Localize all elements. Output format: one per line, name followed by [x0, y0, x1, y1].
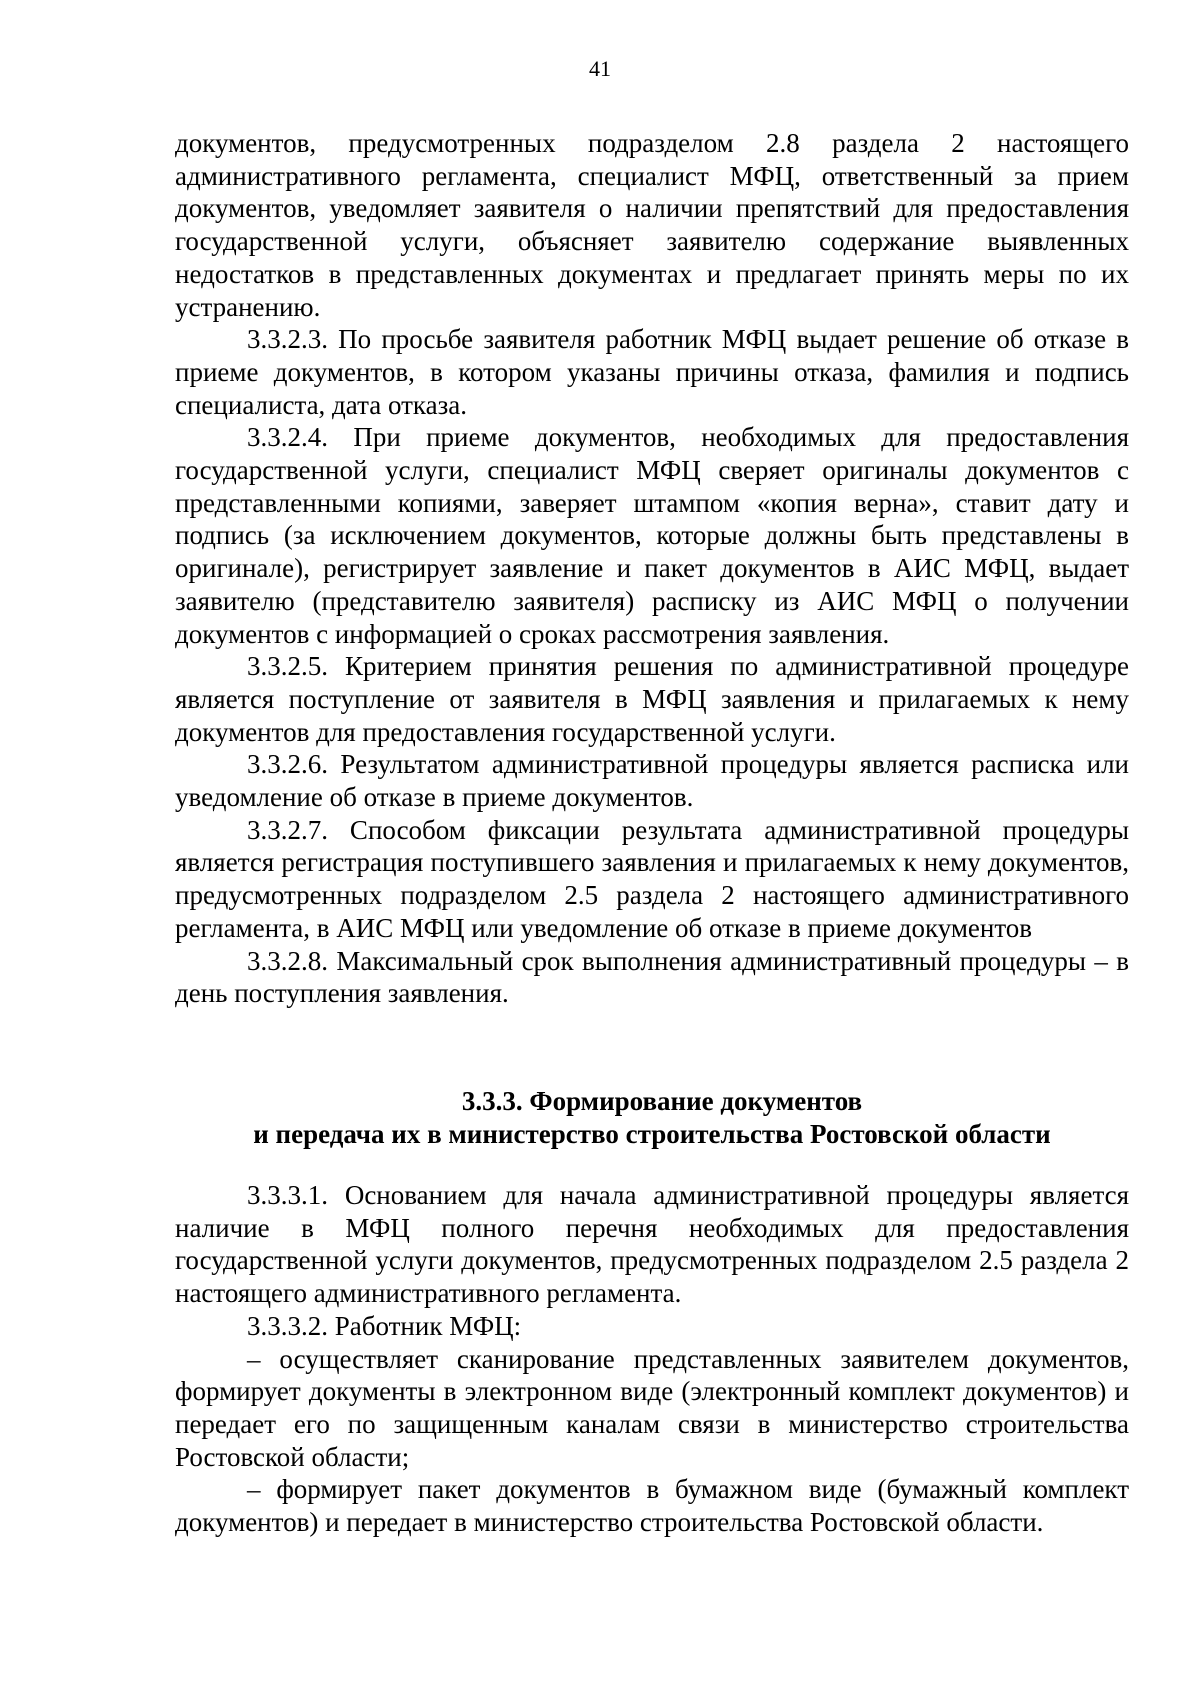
page-number: 41 [589, 56, 611, 81]
paragraph: – осуществляет сканирование представленных заявителем документов, формирует документы в электронном виде (электронный комплект документов) и передает его по защищенным каналам связи в министерство строительства Ростовской области; [175, 1343, 1129, 1472]
paragraph: 3.3.2.7. Способом фиксации результата административной процедуры является регистрация поступившего заявления и прилагаемых к нему документов, предусмотренных подразделом 2.5 раздела 2 настоящего административного регламента, в АИС МФЦ или уведомление об отказе в приеме документов [175, 814, 1129, 943]
section-heading [175, 1085, 1129, 1151]
paragraph: – формирует пакет документов в бумажном виде (бумажный комплект документов) и передает в министерство строительства Ростовской области. [175, 1474, 1129, 1538]
paragraph: 3.3.2.3. По просьбе заявителя работник МФЦ выдает решение об отказе в приеме документов, в котором указаны причины отказа, фамилия и подпись специалиста, дата отказа. [175, 324, 1129, 420]
paragraph: документов, предусмотренных подразделом 2.8 раздела 2 настоящего административного регламента, специалист МФЦ, ответственный за прием документов, уведомляет заявителя о наличии препятствий для предоставления государственной услуги, объясняет заявителю содержание выявленных недостатков в представленных документах и предлагает принять меры по их устранению. [175, 128, 1129, 322]
paragraph-group-bottom [175, 1179, 1129, 1539]
document-body [175, 127, 1129, 1539]
paragraph: 3.3.3.2. Работник МФЦ: [247, 1310, 522, 1341]
paragraph: 3.3.2.4. При приеме документов, необходимых для предоставления государственной услуги, специалист МФЦ сверяет оригиналы документов с представленными копиями, заверяет штампом «копия верна», ставит дату и подпись (за исключением документов, которые должны быть представлены в оригинале), регистрирует заявление и пакет документов в АИС МФЦ, выдает заявителю (представителю заявителя) расписку из АИС МФЦ о получении документов с информацией о сроках рассмотрения заявления. [175, 422, 1129, 649]
section-heading-line-2: и передача их в министерство строительства Ростовской области [253, 1118, 1051, 1149]
section-heading-line-1: 3.3.3. Формирование документов [461, 1085, 863, 1116]
paragraph: 3.3.3.1. Основанием для начала административной процедуры является наличие в МФЦ полного перечня необходимых для предоставления государственной услуги документов, предусмотренных подразделом 2.5 раздела 2 настоящего административного регламента. [175, 1179, 1129, 1309]
paragraph: 3.3.2.5. Критерием принятия решения по административной процедуре является поступление от заявителя в МФЦ заявления и прилагаемых к нему документов для предоставления государственной услуги. [175, 651, 1129, 747]
paragraph-group-top [175, 127, 1129, 1010]
paragraph: 3.3.2.6. Результатом административной процедуры является расписка или уведомление об отказе в приеме документов. [175, 749, 1129, 813]
paragraph: 3.3.2.8. Максимальный срок выполнения административный процедуры – в день поступления заявления. [175, 945, 1129, 1009]
